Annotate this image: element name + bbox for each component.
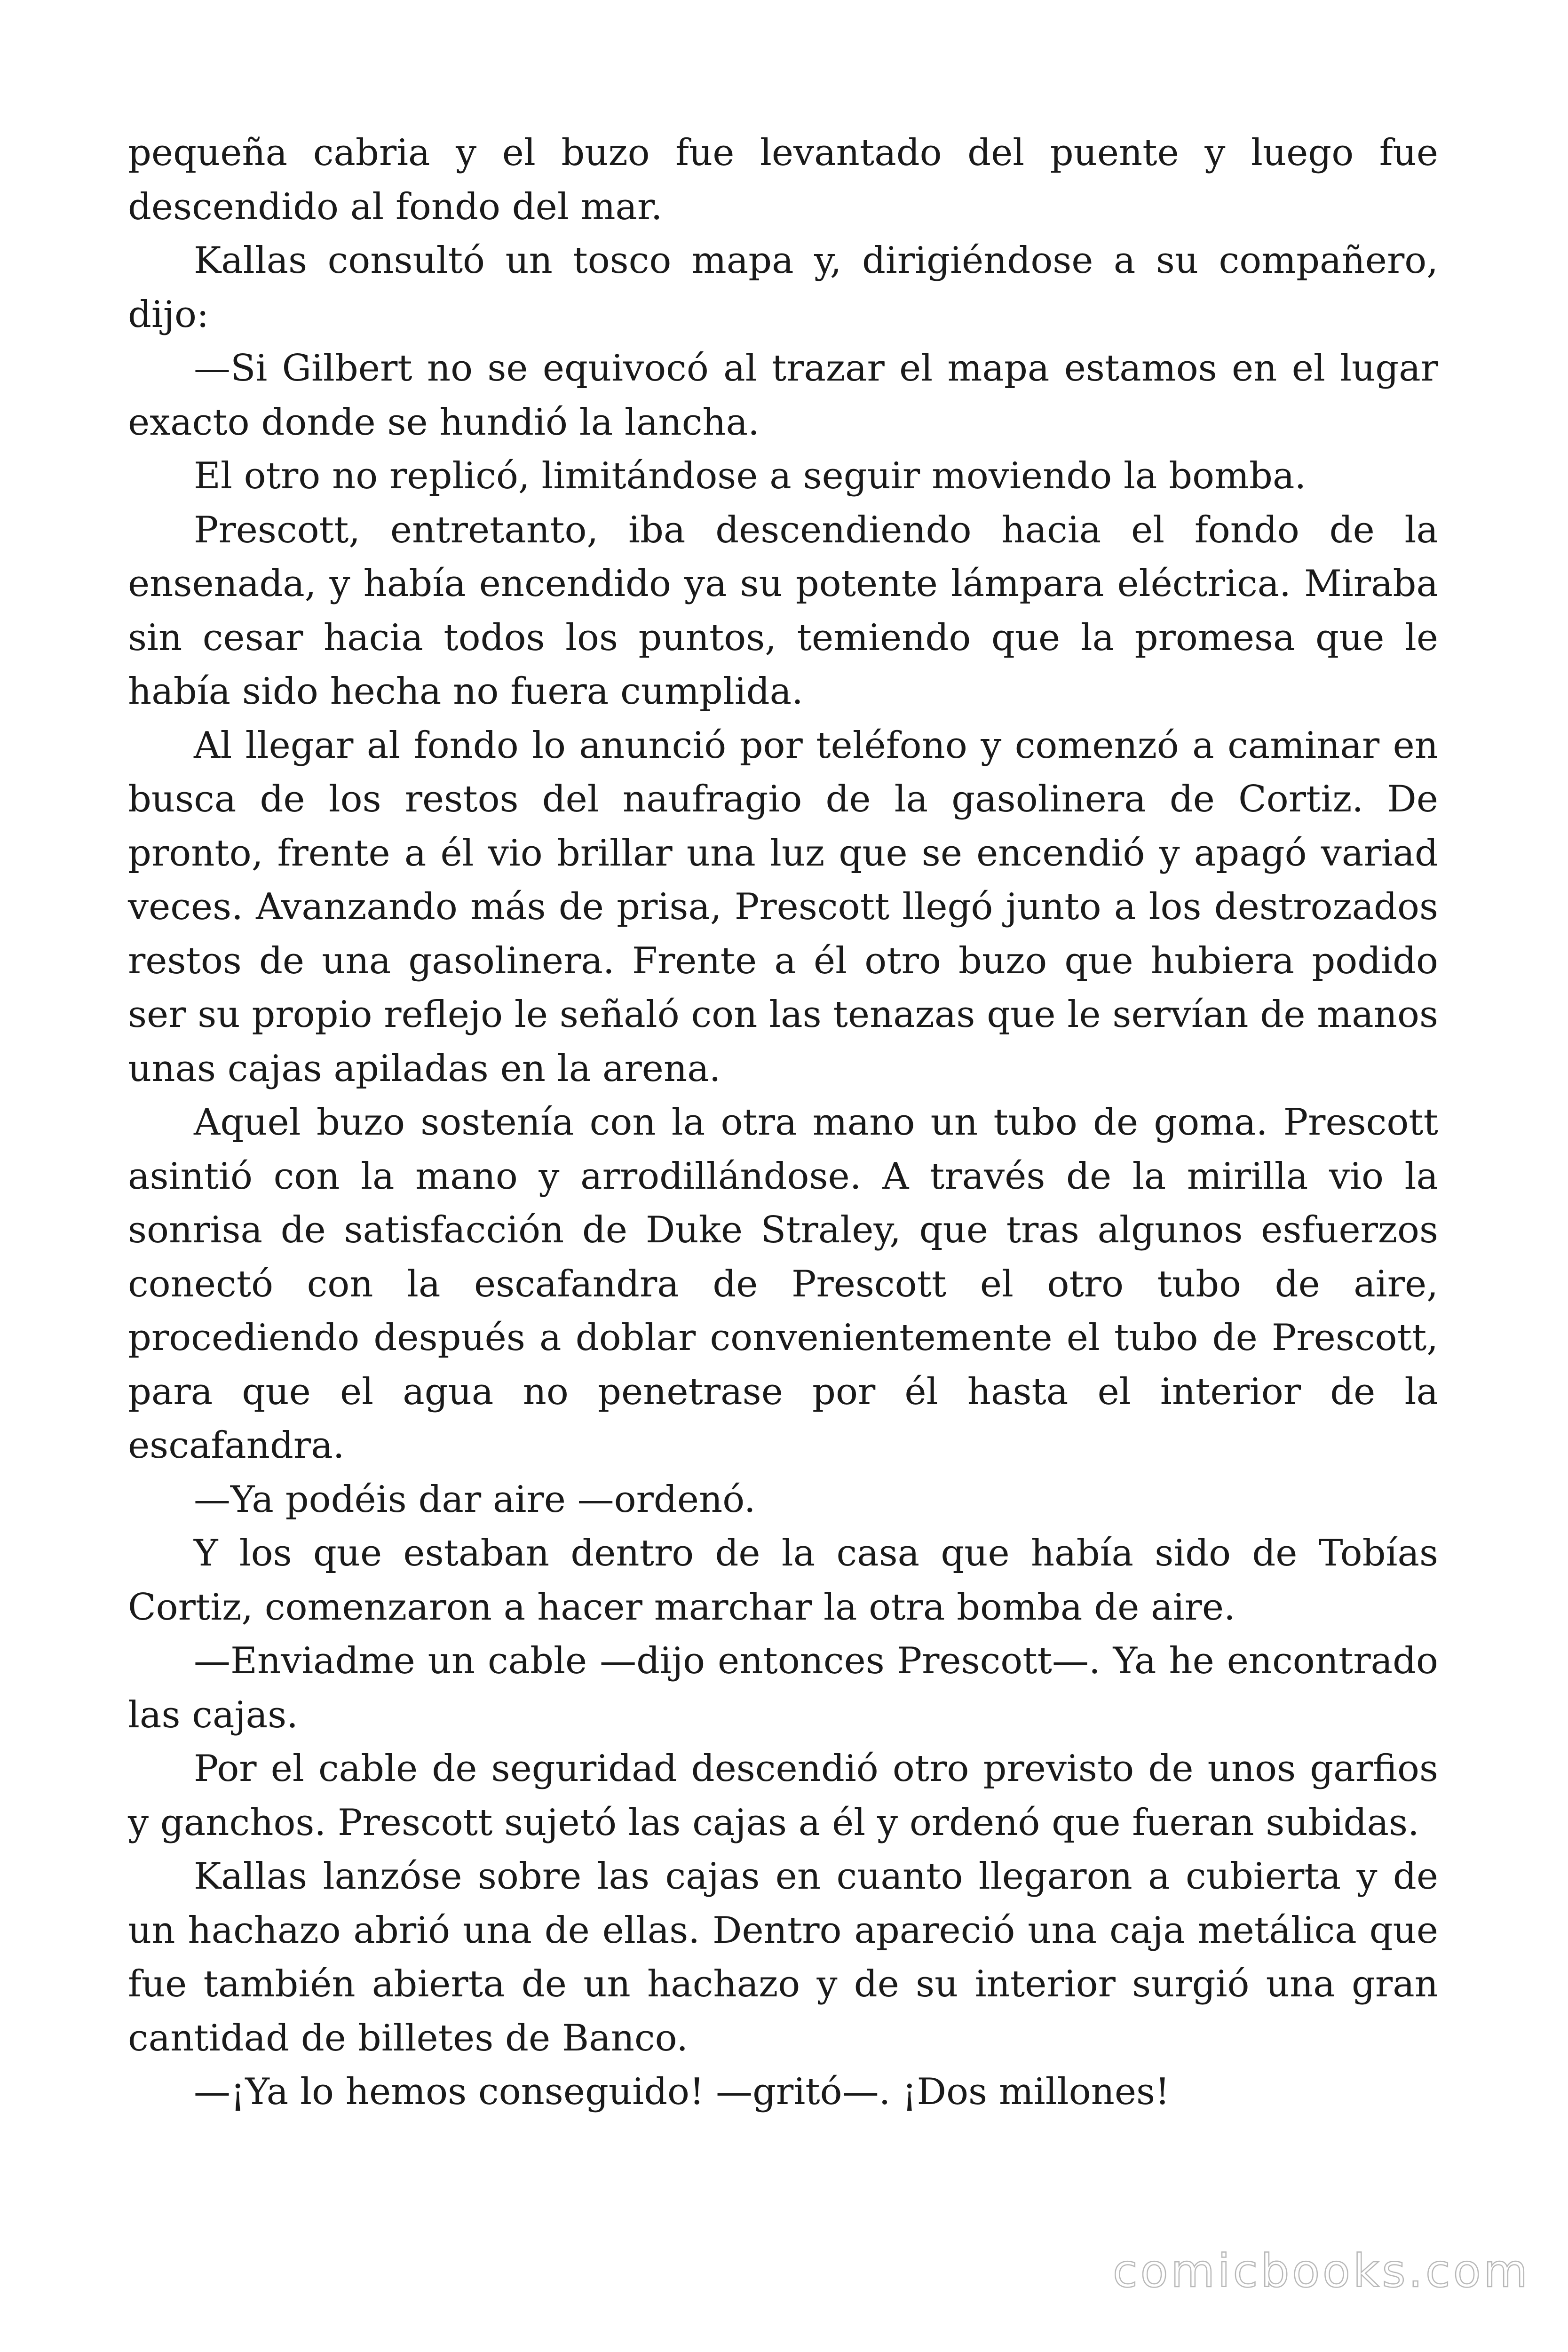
paragraph: Al llegar al fondo lo anunció por teléfono y comenzó a caminar en busca de los restos del naufragio de la gasolinera de Cortiz. De pronto, frente a él vio brillar una luz que se encendió y apagó variad veces. Avanzando más de prisa, Prescott llegó junto a los destrozados restos de una gasolinera. Frente a él otro buzo que hubiera podido ser su propio reflejo le señaló con las tenazas que le servían de manos unas cajas apiladas en la arena. [128, 724, 1438, 1090]
paragraph: Aquel buzo sostenía con la otra mano un tubo de goma. Prescott asintió con la mano y arrodillándose. A través de la mirilla vio la sonrisa de satisfacción de Duke Straley, que tras algunos esfuerzos conectó con la escafandra de Prescott el otro tubo de aire, procediendo después a doblar convenientemente el tubo de Prescott, para que el agua no penetrase por él hasta el interior de la escafandra. [128, 1101, 1438, 1467]
paragraph: Prescott, entretanto, iba descendiendo hacia el fondo de la ensenada, y había encendido ya su potente lámpara eléctrica. Miraba sin cesar hacia todos los puntos, temiendo que la promesa que le había sido hecha no fuera cumplida. [128, 509, 1438, 713]
text-body [128, 126, 1438, 2119]
paragraph: Por el cable de seguridad descendió otro previsto de unos garfios y ganchos. Prescott sujetó las cajas a él y ordenó que fueran subidas. [128, 1748, 1438, 1844]
paragraph: Kallas consultó un tosco mapa y, dirigiéndose a su compañero, dijo: [128, 239, 1438, 336]
paragraph: Kallas lanzóse sobre las cajas en cuanto llegaron a cubierta y de un hachazo abrió una de ellas. Dentro apareció una caja metálica que fue también abierta de un hachazo y de su interior surgió una gran cantidad de billetes de Banco. [128, 1855, 1438, 2059]
paragraph: —Si Gilbert no se equivocó al trazar el mapa estamos en el lugar exacto donde se hundió la lancha. [128, 347, 1438, 444]
watermark-text: comicbooks.com [1112, 2245, 1530, 2297]
paragraph: —Ya podéis dar aire —ordenó. [194, 1478, 756, 1521]
paragraph: —¡Ya lo hemos conseguido! —gritó—. ¡Dos millones! [194, 2071, 1170, 2113]
paragraph: El otro no replicó, limitándose a seguir moviendo la bomba. [194, 455, 1307, 497]
paragraph: —Enviadme un cable —dijo entonces Prescott—. Ya he encontrado las cajas. [128, 1640, 1438, 1736]
paragraph-continuation: pequeña cabria y el buzo fue levantado del puente y luego fue descendido al fondo del mar. [128, 132, 1438, 228]
paragraph: Y los que estaban dentro de la casa que había sido de Tobías Cortiz, comenzaron a hacer marchar la otra bomba de aire. [128, 1532, 1438, 1629]
